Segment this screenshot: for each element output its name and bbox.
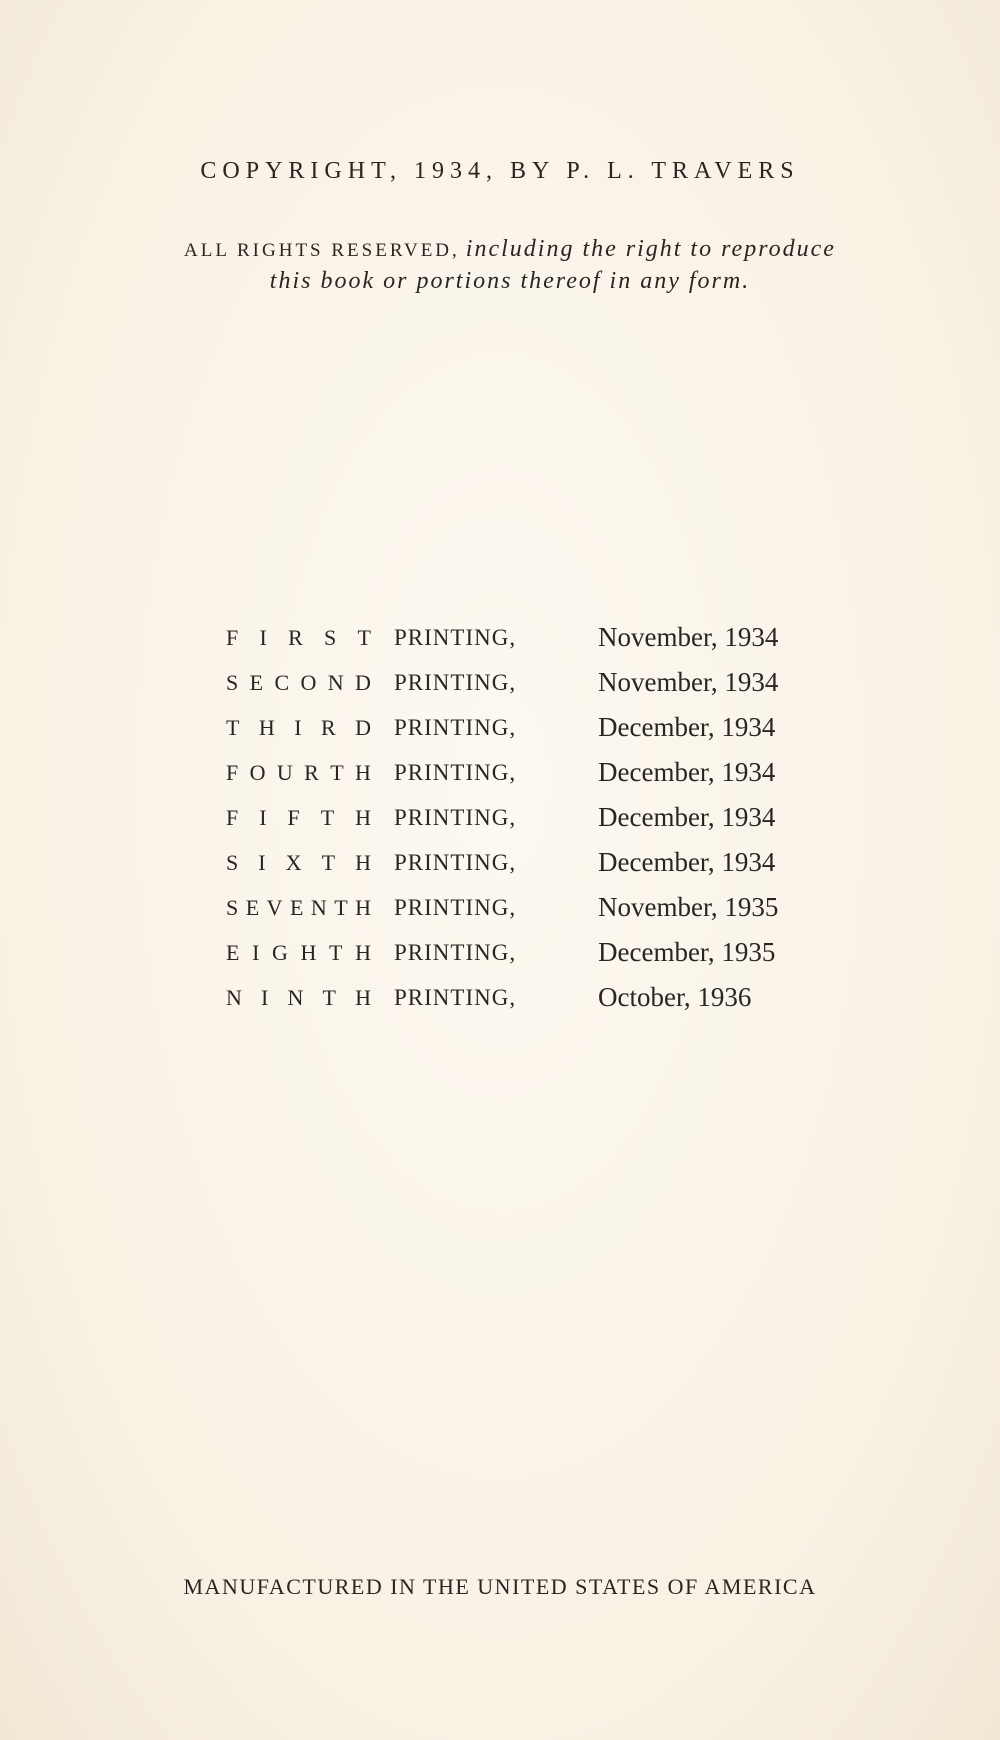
printing-word: PRINTING, xyxy=(394,760,517,785)
printing-ordinal: S E V E N T H xyxy=(226,895,371,920)
rights-caps: ALL RIGHTS RESERVED, xyxy=(184,240,460,261)
printing-row xyxy=(226,892,846,937)
printing-ordinal: E I G H T H xyxy=(226,940,371,965)
printing-word: PRINTING, xyxy=(394,985,517,1010)
printing-date: October, 1936 xyxy=(598,982,752,1012)
printing-row xyxy=(226,982,846,1027)
printing-date: December, 1934 xyxy=(598,712,776,742)
printing-history xyxy=(226,622,846,1027)
printing-row xyxy=(226,847,846,892)
printing-date: November, 1934 xyxy=(598,622,779,652)
printing-word: PRINTING, xyxy=(394,670,517,695)
printing-word: PRINTING, xyxy=(394,625,517,650)
rights-statement xyxy=(170,234,850,296)
rights-italic: including the right to reproduce this book or portions thereof in any form. xyxy=(269,236,836,294)
printing-date: December, 1934 xyxy=(598,847,776,877)
printing-date: December, 1934 xyxy=(598,757,776,787)
printing-row xyxy=(226,937,846,982)
printing-date: November, 1934 xyxy=(598,667,779,697)
printing-word: PRINTING, xyxy=(394,895,517,920)
printing-date: December, 1934 xyxy=(598,802,776,832)
printing-word: PRINTING, xyxy=(394,940,517,965)
printing-ordinal: S I X T H xyxy=(226,850,371,875)
printing-ordinal: N I N T H xyxy=(226,985,371,1010)
printing-row xyxy=(226,712,846,757)
printing-row xyxy=(226,622,846,667)
printing-word: PRINTING, xyxy=(394,715,517,740)
printing-row xyxy=(226,802,846,847)
printing-row xyxy=(226,667,846,712)
printing-word: PRINTING, xyxy=(394,805,517,830)
printing-ordinal: F I R S T xyxy=(226,625,371,650)
printing-ordinal: S E C O N D xyxy=(226,670,371,695)
printing-date: November, 1935 xyxy=(598,892,779,922)
printing-ordinal: F O U R T H xyxy=(226,760,371,785)
printing-word: PRINTING, xyxy=(394,850,517,875)
printing-date: December, 1935 xyxy=(598,937,776,967)
manufactured-line: MANUFACTURED IN THE UNITED STATES OF AMERICA xyxy=(183,1574,817,1599)
printing-row xyxy=(226,757,846,802)
copyright-line: COPYRIGHT, 1934, BY P. L. TRAVERS xyxy=(200,158,800,184)
printing-ordinal: T H I R D xyxy=(226,715,371,740)
printing-ordinal: F I F T H xyxy=(226,805,371,830)
